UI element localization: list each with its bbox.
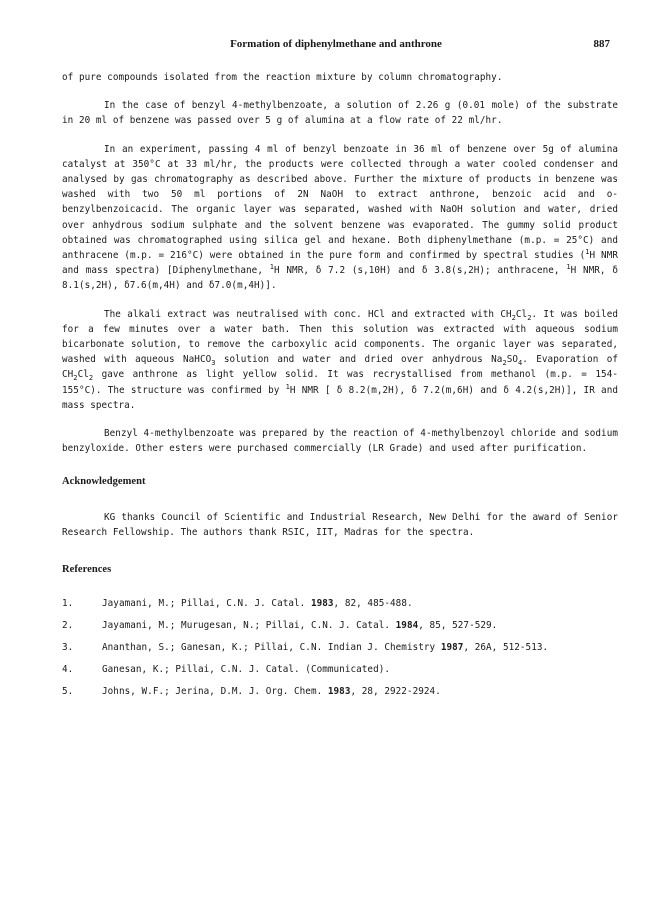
- reference-item: [62, 597, 618, 610]
- reference-number: 4.: [62, 664, 74, 676]
- reference-item: [62, 685, 618, 698]
- page-number: 887: [593, 38, 610, 50]
- reference-item: [62, 663, 618, 676]
- paragraph-experiment: In an experiment, passing 4 ml of benzyl benzoate in 36 ml of benzene over 5g of alumina catalyst at 350°C at 33 ml/hr, the products were collected through a water cooled condenser and analysed by gas chromatography as described above. Further the mixture of products in benzene was washed with two 50 ml portions of 2N NaOH to extract anthrone, benzoic acid and o-benzylbenzoicacid. The organic layer was separated, washed with NaOH solution and water, dried over anhydrous sodium sulphate and the solvent benzene was evaporated. The gummy solid product obtained was chromatographed using silica gel and hexane. Both diphenylmethane (m.p. = 25°C) and anthracene (m.p. = 216°C) were obtained in the pure form and confirmed by spectral studies ($^1$H NMR and mass spectra) [Diphenylmethane, $^1$H NMR, δ 7.2 (s,10H) and δ 3.8(s,2H); anthracene, $^1$H NMR, δ 8.1(s,2H), δ7.6(m,4H) and δ7.0(m,4H)].: [62, 143, 618, 292]
- reference-number: 1.: [62, 598, 74, 610]
- reference-number: 2.: [62, 620, 74, 632]
- reference-item: [62, 641, 618, 654]
- acknowledgement-heading: Acknowledgement: [62, 476, 146, 488]
- reference-text: Ganesan, K.; Pillai, C.N. J. Catal. (Communicated).: [102, 664, 391, 676]
- references-heading: References: [62, 564, 112, 576]
- reference-item: [62, 619, 618, 632]
- article-body: [62, 70, 618, 707]
- references-list: [62, 597, 618, 698]
- paragraph-esters: Benzyl 4-methylbenzoate was prepared by the reaction of 4-methylbenzoyl chloride and sodium benzyloxide. Other esters were purchased commercially (LR Grade) and used after purification.: [62, 428, 618, 455]
- reference-text: Johns, W.F.; Jerina, D.M. J. Org. Chem. 1983, 28, 2922-2924.: [102, 686, 441, 698]
- page-header: [62, 38, 610, 54]
- paragraph-alkali-extract: The alkali extract was neutralised with conc. HCl and extracted with $CH_2Cl_2$. It was boiled for a few minutes over a water bath. Then this solution was extracted with aqueous sodium bicarbonate solution, to remove the carboxylic acid components. The organic layer was separated, washed with aqueous NaHCO$_3$ solution and water and dried over anhydrous $Na_2SO_4$. Evaporation of $CH_2Cl_2$ gave anthrone as light yellow solid. It was recrystallised from methanol (m.p. = 154-155°C). The structure was confirmed by $^1$H NMR [ δ 8.2(m,2H), δ 7.2(m,6H) and δ 4.2(s,2H)], IR and mass spectra.: [62, 308, 619, 411]
- running-title: Formation of diphenylmethane and anthrone: [230, 38, 442, 50]
- reference-number: 5.: [62, 686, 74, 698]
- reference-text: Ananthan, S.; Ganesan, K.; Pillai, C.N. Indian J. Chemistry 1987, 26A, 512-513.: [102, 642, 549, 654]
- reference-number: 3.: [62, 642, 74, 654]
- paragraph-benzyl-methylbenzoate: In the case of benzyl 4-methylbenzoate, a solution of 2.26 g (0.01 mole) of the substrate in 20 ml of benzene was passed over 5 g of alumina at a flow rate of 22 ml/hr.: [62, 100, 618, 127]
- acknowledgement-text: KG thanks Council of Scientific and Industrial Research, New Delhi for the award of Senior Research Fellowship. The authors thank RSIC, IIT, Madras for the spectra.: [62, 511, 618, 538]
- reference-text: Jayamani, M.; Pillai, C.N. J. Catal. 1983, 82, 485-488.: [102, 598, 413, 610]
- reference-text: Jayamani, M.; Murugesan, N.; Pillai, C.N. J. Catal. 1984, 85, 527-529.: [102, 620, 498, 632]
- paragraph-continuation: of pure compounds isolated from the reaction mixture by column chromatography.: [62, 72, 503, 83]
